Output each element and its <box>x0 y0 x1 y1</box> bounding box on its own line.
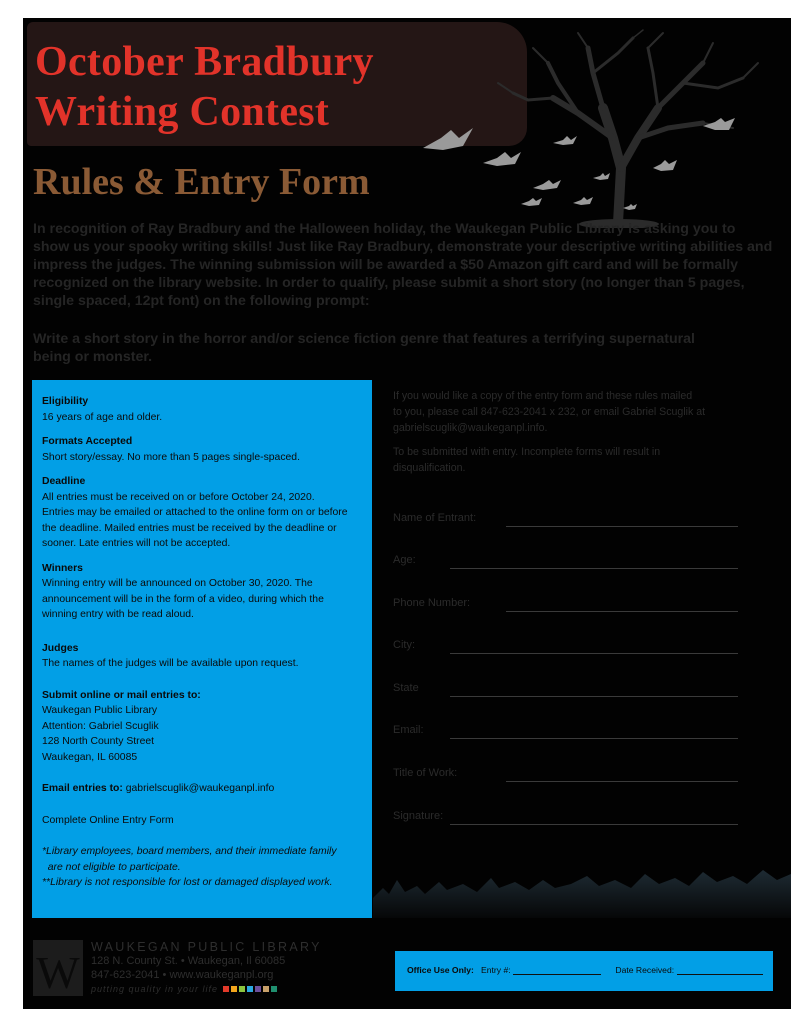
footnote-1: *Library employees, board members, and their immediate family <box>42 846 337 857</box>
judges-text: The names of the judges will be available upon request. <box>42 658 299 669</box>
footnote-1-cont: are not eligible to participate. <box>42 861 181 873</box>
entry-form-intro <box>393 388 768 484</box>
flyer-page <box>23 18 791 1009</box>
date-received-line[interactable] <box>677 965 763 975</box>
eligibility-heading: Eligibility <box>42 396 89 407</box>
name-label: Name of Entrant: <box>393 512 477 524</box>
judges-section <box>42 641 362 672</box>
library-contact: 847-623-2041 • www.waukeganpl.org <box>91 969 274 981</box>
title-field[interactable] <box>393 767 738 783</box>
color-swatch <box>255 986 261 992</box>
formats-text: Short story/essay. No more than 5 pages single-spaced. <box>42 451 300 463</box>
entry-number-line[interactable] <box>513 965 601 975</box>
formats-heading: Formats Accepted <box>42 436 133 447</box>
signature-field[interactable] <box>393 810 738 826</box>
title-line-2: Writing Contest <box>35 89 330 135</box>
formats-section <box>42 434 362 465</box>
title-line[interactable] <box>506 781 738 782</box>
winners-line: winning entry with be read aloud. <box>42 609 194 620</box>
email-label: Email entries to: <box>42 783 123 794</box>
deadline-heading: Deadline <box>42 476 86 487</box>
email-line[interactable] <box>450 738 738 739</box>
phone-field[interactable] <box>393 597 738 613</box>
name-line[interactable] <box>506 526 738 527</box>
color-swatch <box>247 986 253 992</box>
forest-silhouette <box>373 858 791 918</box>
library-info <box>91 940 322 996</box>
online-entry-form-link[interactable]: Complete Online Entry Form <box>42 814 174 826</box>
bats-icon <box>423 108 753 228</box>
deadline-line: sooner. Late entries will not be accepted. <box>42 538 231 549</box>
address-line: Waukegan, IL 60085 <box>42 751 138 763</box>
state-field[interactable] <box>393 682 738 698</box>
state-line[interactable] <box>450 696 738 697</box>
submission-line: disqualification. <box>393 462 466 474</box>
city-field[interactable] <box>393 639 738 655</box>
signature-line[interactable] <box>450 824 738 825</box>
copy-line: If you would like a copy of the entry form and these rules mailed <box>393 390 693 402</box>
library-tagline: putting quality in your life <box>91 984 219 994</box>
footnotes <box>42 844 362 891</box>
email-label: Email: <box>393 724 424 736</box>
eligibility-text: 16 years of age and older. <box>42 411 163 423</box>
color-swatch <box>239 986 245 992</box>
online-form-section <box>42 813 362 829</box>
winners-line: Winning entry will be announced on October 30, 2020. The <box>42 578 313 589</box>
color-swatch <box>231 986 237 992</box>
logo-w-icon <box>33 940 83 996</box>
color-swatch <box>271 986 277 992</box>
date-received-label: Date Received: <box>615 965 675 975</box>
email-field[interactable] <box>393 724 738 740</box>
subtitle: Rules & Entry Form <box>33 161 370 203</box>
copy-line: gabrielscuglik@waukeganpl.info. <box>393 422 548 434</box>
email-entries <box>42 781 362 797</box>
eligibility-section <box>42 394 362 425</box>
office-use-box <box>395 951 773 991</box>
winners-heading: Winners <box>42 562 83 574</box>
email-link[interactable]: gabrielscuglik@waukeganpl.info <box>125 783 275 794</box>
copy-request-text <box>393 388 768 436</box>
city-line[interactable] <box>450 653 738 654</box>
library-tagline-row <box>91 982 322 996</box>
signature-label: Signature: <box>393 810 444 822</box>
address-line: Waukegan Public Library <box>42 705 158 716</box>
name-field[interactable] <box>393 512 738 528</box>
state-label: State <box>393 682 419 694</box>
phone-line[interactable] <box>506 611 738 612</box>
entry-number-label: Entry #: <box>481 965 511 975</box>
logo-letter: W <box>36 947 80 996</box>
writing-prompt: Write a short story in the horror and/or science fiction genre that features a terrifying supernatural being or monster. <box>33 331 695 365</box>
deadline-line: the deadline. Mailed entries must be received by the deadline or <box>42 522 337 534</box>
winners-line: announcement will be in the form of a video, during which the <box>42 593 324 605</box>
title-label: Title of Work: <box>393 767 458 779</box>
deadline-line: All entries must be received on or before October 24, 2020. <box>42 491 315 503</box>
color-swatch <box>263 986 269 992</box>
library-address: 128 N. County St. • Waukegan, Il 60085 <box>91 955 286 967</box>
submission-note <box>393 444 768 476</box>
age-field[interactable] <box>393 554 738 570</box>
age-line[interactable] <box>450 568 738 569</box>
rules-panel <box>32 380 372 918</box>
winners-section <box>42 561 362 623</box>
submission-line: To be submitted with entry. Incomplete forms will result in <box>393 446 661 458</box>
deadline-section <box>42 474 362 552</box>
deadline-line: Entries may be emailed or attached to the online form on or before <box>42 507 348 518</box>
address-line: 128 North County Street <box>42 736 155 747</box>
copy-line: to you, please call 847-623-2041 x 232, or email Gabriel Scuglik at <box>393 406 706 418</box>
submit-heading: Submit online or mail entries to: <box>42 689 201 701</box>
age-label: Age: <box>393 554 416 566</box>
judges-heading: Judges <box>42 642 79 654</box>
phone-label: Phone Number: <box>393 597 471 609</box>
submit-section <box>42 688 362 766</box>
title-line-1: October Bradbury <box>35 39 374 85</box>
library-logo <box>33 940 83 996</box>
address-line: Attention: Gabriel Scuglik <box>42 720 159 732</box>
footnote-2: **Library is not responsible for lost or damaged displayed work. <box>42 877 333 888</box>
intro-paragraph: In recognition of Ray Bradbury and the Halloween holiday, the Waukegan Public Library is asking you to show us your spooky writing skills! Just like Ray Bradbury, demonstrate your descriptive writing abilities and impress the judges. The winning submission will be awarded a $50 Amazon gift card and will be formally recognized on the library website. In order to qualify, please submit a short story (no longer than 5 pages, single spaced, 12pt font) on the following prompt: <box>33 221 773 309</box>
color-swatch <box>223 986 229 992</box>
office-use-label: Office Use Only: <box>407 965 474 975</box>
library-name: WAUKEGAN PUBLIC LIBRARY <box>91 940 322 954</box>
city-label: City: <box>393 639 415 651</box>
